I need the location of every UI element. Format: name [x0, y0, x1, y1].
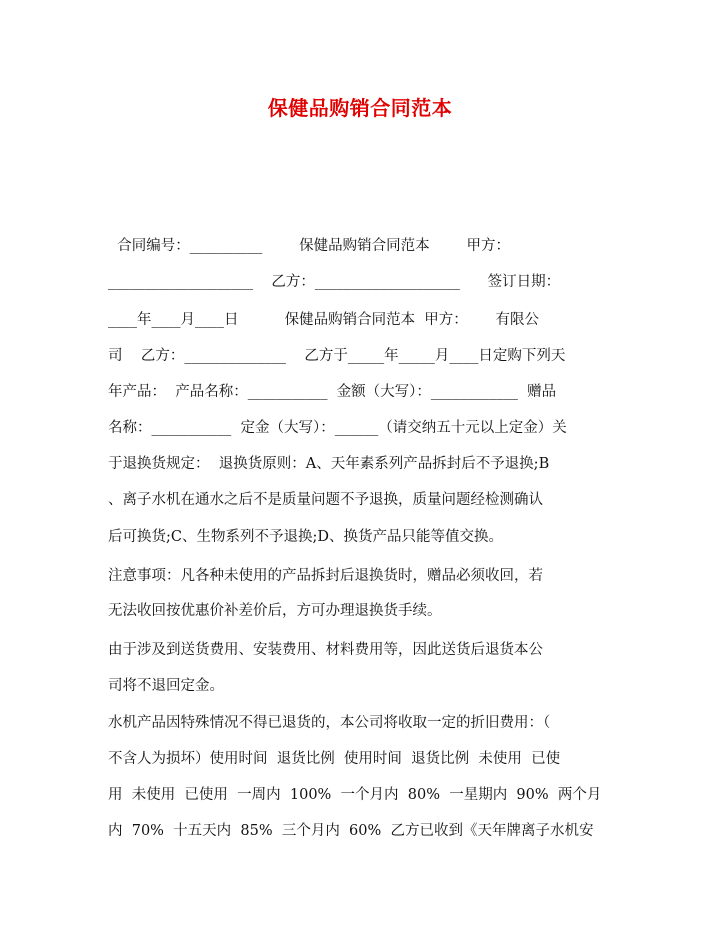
- body-line: 后可换货;C、生物系列不予退换;D、换货产品只能等值交换。: [108, 529, 503, 545]
- body-line: ____年____月____日 保健品购销合同范本 甲方： 有限公: [108, 312, 539, 328]
- body-line: 名称：___________ 定金（大写）：______（请交纳五十元以上定金）关: [108, 420, 567, 436]
- body-line: 、离子水机在通水之后不是质量问题不予退换，质量问题经检测确认: [108, 492, 543, 508]
- body-line: 合同编号：__________ 保健品购销合同范本 甲方：: [108, 238, 510, 254]
- body-line: 不含人为损坏）使用时间 退货比例 使用时间 退货比例 未使用 已使: [108, 751, 561, 767]
- body-line: 注意事项：凡各种未使用的产品拆封后退换货时，赠品必须收回，若: [108, 568, 543, 584]
- body-line: 由于涉及到送货费用、安装费用、材料费用等，因此送货后退货本公: [108, 642, 543, 658]
- body-line: 司将不退回定金。: [108, 678, 224, 694]
- body-line: 司 乙方：______________ 乙方于_____年_____月____日定购下列天: [108, 348, 566, 364]
- body-line: ____________________ 乙方：____________________ 签订日期：: [108, 274, 561, 290]
- body-line: 于退换货规定： 退换货原则：A、天年素系列产品拆封后不予退换;B: [108, 456, 550, 472]
- body-line: 水机产品因特殊情况不得已退货的，本公司将收取一定的折旧费用：（: [108, 715, 551, 731]
- body-line: 用 未使用 已使用 一周内 100% 一个月内 80% 一星期内 90% 两个月: [108, 787, 602, 803]
- body-line: 内 70% 十五天内 85% 三个月内 60% 乙方已收到《天年牌离子水机安: [108, 823, 594, 839]
- document-title: 保健品购销合同范本: [267, 96, 453, 120]
- body-line: 年产品： 产品名称：___________ 金额（大写）：____________ 赠品: [108, 384, 557, 400]
- body-line: 无法收回按优惠价补差价后，方可办理退换货手续。: [108, 603, 442, 619]
